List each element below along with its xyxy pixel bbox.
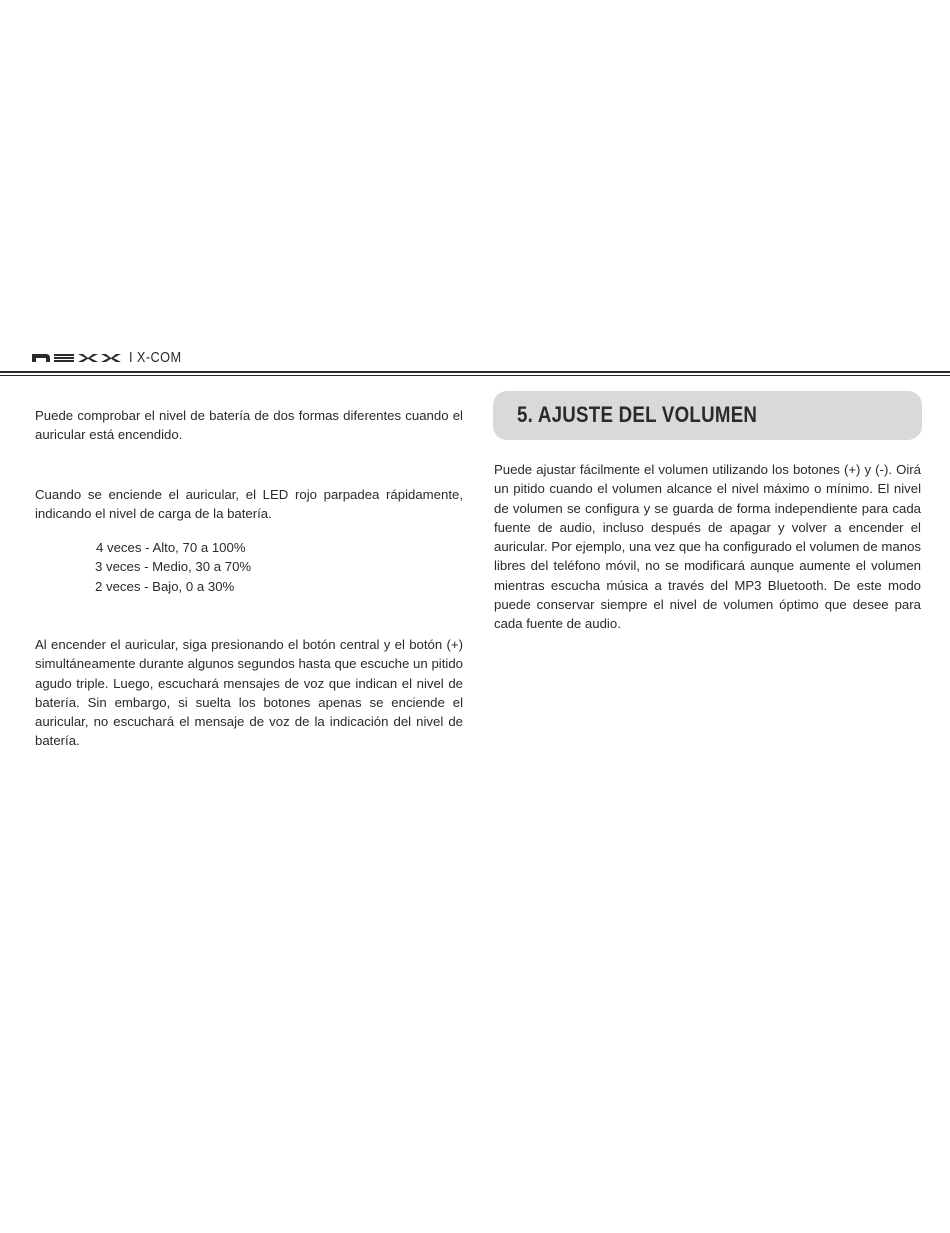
header-rule-thin [0, 375, 950, 376]
page-header [32, 346, 191, 368]
section-title: 5. AJUSTE DEL VOLUMEN [517, 402, 758, 427]
battery-levels-list [96, 538, 251, 596]
battery-level-high: 4 veces - Alto, 70 a 100% [96, 540, 246, 555]
model-name: I X-COM [129, 348, 182, 366]
battery-level-low: 2 veces - Bajo, 0 a 30% [95, 578, 235, 594]
header-rule-thick [0, 371, 950, 373]
section-heading-box [493, 391, 922, 440]
battery-level-medium: 3 veces - Medio, 30 a 70% [95, 559, 252, 575]
battery-intro-paragraph: Puede comprobar el nivel de batería de dos formas diferentes cuando el auricular está encendido. [35, 408, 463, 443]
nexx-logo [32, 351, 125, 363]
led-paragraph: Cuando se enciende el auricular, el LED rojo parpadea rápidamente, indicando el nivel de carga de la batería. [35, 487, 463, 522]
volume-paragraph: Puede ajustar fácilmente el volumen utilizando los botones (+) y (-). Oirá un pitido cuando el volumen alcance el nivel máximo o mínimo. El nivel de volumen se configura y se guarda de forma independiente para cada fuente de audio, incluso después de apagar y volver a encender el auricular. Por ejemplo, una vez que ha configurado el volumen de manos libres del teléfono móvil, no se modificará aunque aumente el volumen mientras escucha música a través del MP3 Bluetooth. De este modo puede conservar siempre el nivel de volumen óptimo que desee para cada fuente de audio. [494, 462, 921, 632]
voice-prompt-paragraph: Al encender el auricular, siga presionando el botón central y el botón (+) simultáneamente durante algunos segundos hasta que escuche un pitido agudo triple. Luego, escuchará mensajes de voz que indican el nivel de batería. Sin embargo, si suelta los botones apenas se enciende el auricular, no escuchará el mensaje de voz de la indicación del nivel de batería. [35, 637, 463, 749]
